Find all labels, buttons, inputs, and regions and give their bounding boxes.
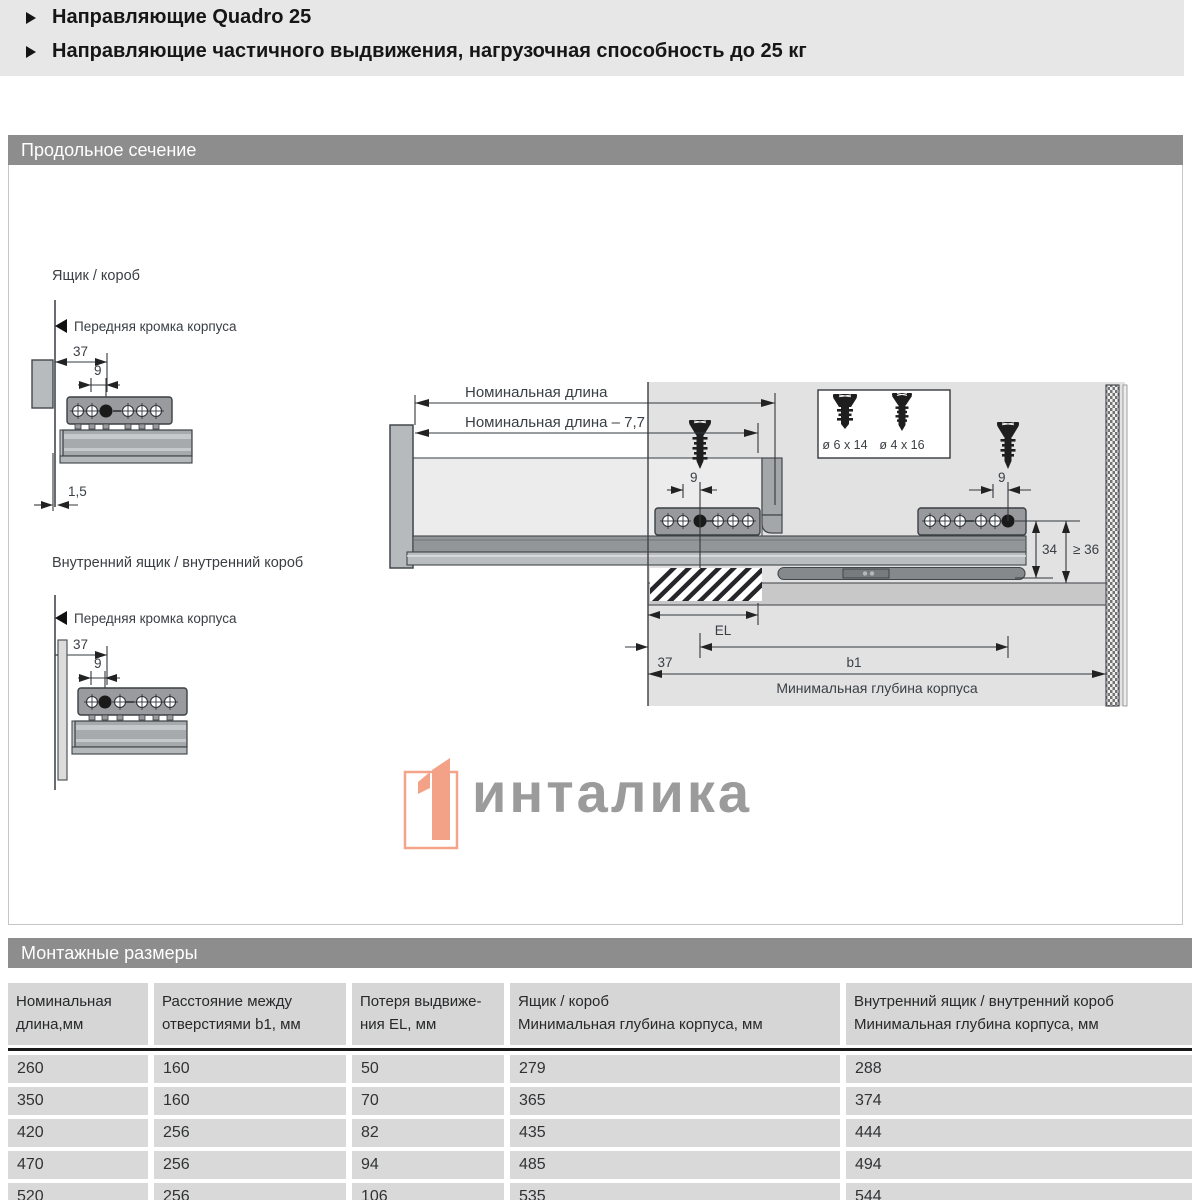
col-header-extension-loss: Потеря выдвиже- ния EL, мм (352, 983, 504, 1045)
front-edge-label: Передняя кромка корпуса (74, 319, 237, 334)
mounting-table (8, 983, 1192, 1200)
drawer-back-hook (762, 515, 782, 533)
inner-drawer-label: Внутренний ящик / внутренний короб (52, 555, 304, 571)
cell: 160 (154, 1087, 346, 1115)
cell: 520 (8, 1183, 148, 1200)
rail-bracket-right (918, 508, 1026, 535)
dim-9: 9 (690, 470, 698, 485)
cell: 535 (510, 1183, 840, 1200)
screw-label-big: ø 6 x 14 (822, 438, 868, 452)
bullet-triangle-icon (26, 12, 36, 24)
table-row (8, 1151, 1192, 1179)
front-edge-arrow-icon (55, 611, 67, 625)
dim-1-5: 1,5 (68, 484, 87, 499)
drawer-front-panel (390, 425, 413, 568)
diagram-drawer-box (20, 255, 320, 520)
rail-profile (72, 721, 187, 754)
dim-37: 37 (73, 637, 89, 652)
rail-profile (60, 430, 192, 463)
dim-37: 37 (73, 344, 89, 359)
inner-panel (58, 640, 67, 780)
cell: 288 (846, 1055, 1192, 1083)
table-row (8, 1183, 1192, 1200)
reference-hole (100, 405, 113, 418)
damper-bar (778, 568, 1025, 580)
cell: 82 (352, 1119, 504, 1147)
table-row (8, 1087, 1192, 1115)
cell: 256 (154, 1183, 346, 1200)
front-edge-label: Передняя кромка корпуса (74, 611, 237, 626)
dim-el: EL (714, 623, 732, 638)
dim-9: 9 (998, 470, 1006, 485)
cell: 444 (846, 1119, 1192, 1147)
cell: 256 (154, 1151, 346, 1179)
nominal-length-label: Номинальная длина (465, 384, 608, 401)
nominal-length-minus-label: Номинальная длина – 7,7 (465, 414, 646, 431)
dim-37: 37 (657, 655, 673, 670)
drawer-label: Ящик / короб (52, 268, 140, 284)
bullet-triangle-icon (26, 46, 36, 58)
bracket-teeth (75, 424, 159, 429)
cell: 420 (8, 1119, 148, 1147)
table-header-row (8, 983, 1192, 1045)
cell: 544 (846, 1183, 1192, 1200)
header-bullet-2 (26, 40, 807, 63)
cell: 494 (846, 1151, 1192, 1179)
header-title-2: Направляющие частичного выдвижения, нагрузочная способность до 25 кг (52, 40, 807, 62)
dim-b1: b1 (846, 655, 862, 670)
col-header-nominal-length: Номинальная длина,мм (8, 983, 148, 1045)
col-header-hole-distance: Расстояние между отверстиями b1, мм (154, 983, 346, 1045)
rail-bracket-left (655, 508, 760, 535)
diagram-inner-drawer (20, 545, 320, 795)
cell: 94 (352, 1151, 504, 1179)
dim-34: 34 (1042, 542, 1058, 557)
section-bar-longitudinal (8, 135, 1183, 165)
cell: 160 (154, 1055, 346, 1083)
drawer-back-wall (762, 458, 782, 515)
dim-9: 9 (94, 363, 102, 378)
section-title: Продольное сечение (21, 140, 197, 160)
diagram-main-section (385, 378, 1185, 708)
section-title: Монтажные размеры (21, 943, 198, 963)
screw-legend (818, 390, 950, 458)
col-header-drawer-min-depth: Ящик / короб Минимальная глубина корпуса, мм (510, 983, 840, 1045)
cell: 256 (154, 1119, 346, 1147)
bracket-teeth (89, 715, 173, 720)
cell: 374 (846, 1087, 1192, 1115)
screw-label-small: ø 4 x 16 (879, 438, 925, 452)
dim-9: 9 (94, 656, 102, 671)
cell: 435 (510, 1119, 840, 1147)
section-bar-mounting (8, 938, 1192, 968)
front-edge-arrow-icon (55, 319, 67, 333)
cabinet-back-panel (1106, 385, 1119, 706)
table-row (8, 1055, 1192, 1083)
cell: 279 (510, 1055, 840, 1083)
header-title-1: Направляющие Quadro 25 (52, 6, 312, 28)
cabinet-back-panel-outer (1123, 385, 1127, 706)
cabinet-front-edge (32, 360, 53, 408)
header-bullet-1 (26, 6, 311, 29)
intalika-logo-text: инталика (472, 761, 752, 824)
cell: 470 (8, 1151, 148, 1179)
reference-hole (99, 696, 112, 709)
cell: 350 (8, 1087, 148, 1115)
col-header-inner-drawer-min-depth: Внутренний ящик / внутренний короб Минимальная глубина корпуса, мм (846, 983, 1192, 1045)
cell: 365 (510, 1087, 840, 1115)
cell: 70 (352, 1087, 504, 1115)
cell: 50 (352, 1055, 504, 1083)
cell: 260 (8, 1055, 148, 1083)
cell: 106 (352, 1183, 504, 1200)
min-depth-label: Минимальная глубина корпуса (776, 680, 978, 696)
dim-36: ≥ 36 (1073, 542, 1100, 557)
cell: 485 (510, 1151, 840, 1179)
table-row (8, 1119, 1192, 1147)
table-divider (8, 1048, 1192, 1051)
page-header (0, 0, 1184, 76)
intalika-logo-icon (402, 752, 462, 852)
slide-rails (407, 536, 1026, 565)
